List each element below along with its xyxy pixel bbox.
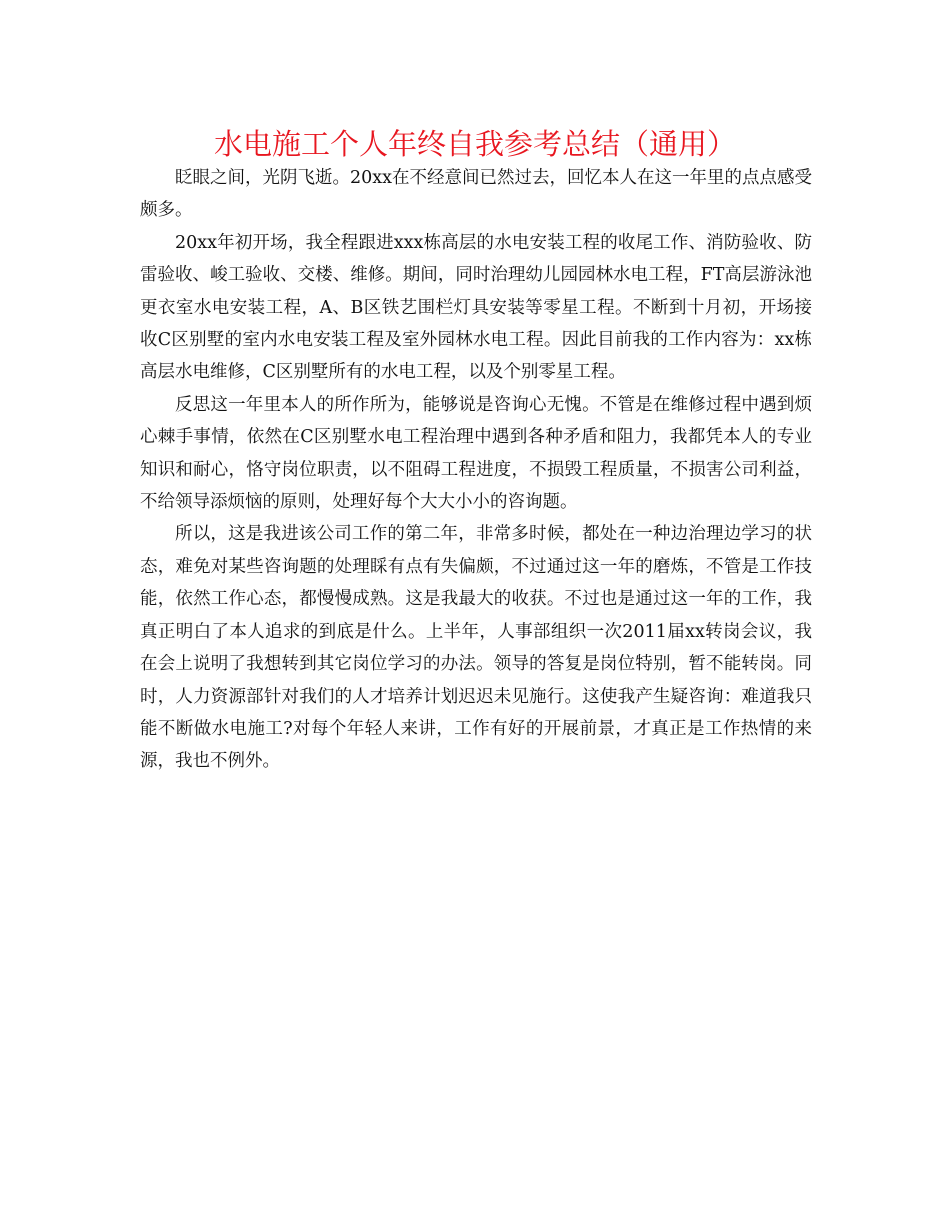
paragraph: 20xx年初开场，我全程跟进xxx栋高层的水电安装工程的收尾工作、消防验收、防雷验收、峻工验收、交楼、维修。期间，同时治理幼儿园园林水电工程，FT高层游泳池更衣室水电安装工程，A、B区铁艺围栏灯具安装等零星工程。不断到十月初，开场接收C区别墅的室内水电安装工程及室外园林水电工程。因此目前我的工作内容为：xx栋高层水电维修，C区别墅所有的水电工程，以及个别零星工程。 bbox=[140, 232, 812, 383]
paragraph: 眨眼之间，光阴飞逝。20xx在不经意间已然过去，回忆本人在这一年里的点点感受颇多。 bbox=[140, 168, 813, 221]
document-title: 水电施工个人年终自我参考总结（通用） bbox=[213, 127, 736, 161]
paragraph: 所以，这是我进该公司工作的第二年，非常多时候，都处在一种边治理边学习的状态，难免对某些咨询题的处理睬有点有失偏颇，不过通过这一年的磨炼，不管是工作技能，依然工作心态，都慢慢成熟。这是我最大的收获。不过也是通过这一年的工作，我真正明白了本人追求的到底是什么。上半年，人事部组织一次2011届xx转岗会议，我在会上说明了我想转到其它岗位学习的办法。领导的答复是岗位特别，暂不能转岗。同时，人力资源部针对我们的人才培养计划迟迟未见施行。这使我产生疑咨询：难道我只能不断做水电施工?对每个年轻人来讲，工作有好的开展前景，才真正是工作热情的来源，我也不例外。 bbox=[140, 524, 812, 772]
document-body bbox=[140, 162, 812, 778]
paragraph: 反思这一年里本人的所作所为，能够说是咨询心无愧。不管是在维修过程中遇到烦心棘手事情，依然在C区别墅水电工程治理中遇到各种矛盾和阻力，我都凭本人的专业知识和耐心，恪守岗位职责，以不阻碍工程进度，不损毁工程质量，不损害公司利益，不给领导添烦恼的原则，处理好每个大大小小的咨询题。 bbox=[140, 394, 812, 513]
